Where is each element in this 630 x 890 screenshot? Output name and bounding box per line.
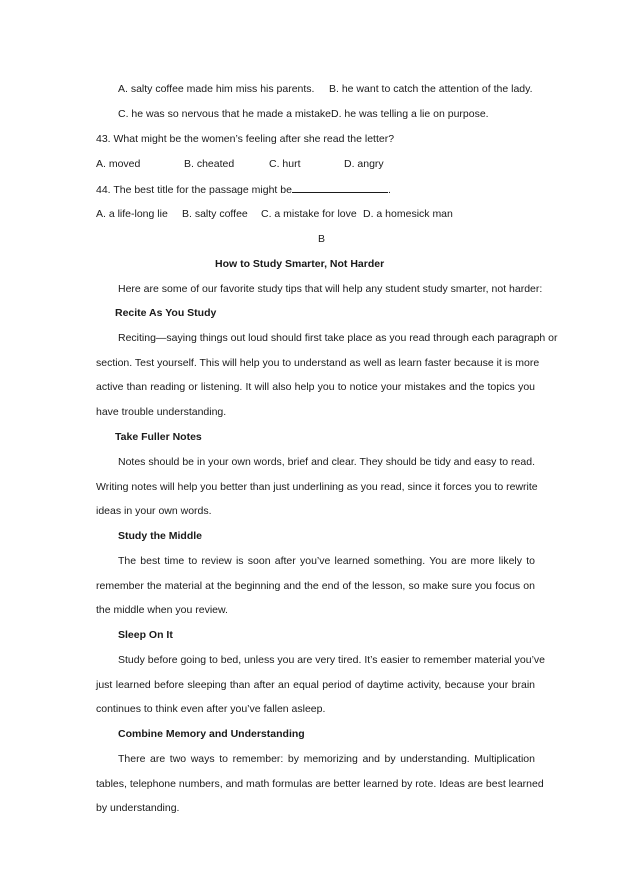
q44-end: . [387, 184, 391, 196]
section-heading-memory: Combine Memory and Understanding [118, 728, 305, 740]
paragraph-line: section. Test yourself. This will help you to understand as well as learn faster because it is more [96, 357, 540, 369]
paragraph-line: ideas in your own words. [96, 505, 212, 517]
q44-option-b: B. salty coffee [182, 208, 248, 220]
paragraph-line: Reciting—saying things out loud should first take place as you read through each paragraph or [118, 332, 558, 344]
passage-intro: Here are some of our favorite study tips that will help any student study smarter, not harder: [118, 283, 543, 295]
q44-question-line [96, 182, 391, 197]
paragraph-line: active than reading or listening. It will also help you to notice your mistakes and the topics you [96, 381, 535, 393]
q44-option-c: C. a mistake for love [261, 208, 357, 220]
paragraph-line: Writing notes will help you better than just underlining as you read, since it forces you to rewrite [96, 481, 538, 493]
paragraph-line: have trouble understanding. [96, 406, 227, 418]
q42-option-d: D. he was telling a lie on purpose. [331, 108, 489, 120]
q42-option-c: C. he was so nervous that he made a mistake [118, 108, 332, 120]
paragraph-line: The best time to review is soon after you’ve learned something. You are more likely to [118, 555, 535, 567]
q44-option-a: A. a life-long lie [96, 208, 168, 220]
paragraph-line: There are two ways to remember: by memorizing and by understanding. Multiplication [118, 753, 535, 765]
paragraph-line: continues to think even after you’ve fallen asleep. [96, 703, 326, 715]
section-label: B [318, 233, 326, 245]
answer-blank [292, 182, 388, 193]
q43-option-a: A. moved [96, 158, 141, 170]
paragraph-line: the middle when you review. [96, 604, 228, 616]
paragraph-line: remember the material at the beginning and the end of the lesson, so make sure you focus on [96, 580, 535, 592]
paragraph-line: Study before going to bed, unless you are very tired. It’s easier to remember material you’ve [118, 654, 546, 666]
paragraph-line: just learned before sleeping than after an equal period of daytime activity, because your brain [96, 679, 535, 691]
section-heading-middle: Study the Middle [118, 530, 202, 542]
passage-title: How to Study Smarter, Not Harder [215, 258, 385, 270]
q43-option-d: D. angry [344, 158, 384, 170]
q42-option-a: A. salty coffee made him miss his parents. [118, 83, 315, 95]
q44-option-d: D. a homesick man [363, 208, 453, 220]
q43-option-c: C. hurt [269, 158, 301, 170]
section-heading-recite: Recite As You Study [115, 307, 217, 319]
q42-option-b: B. he want to catch the attention of the lady. [329, 83, 533, 95]
q43-option-b: B. cheated [184, 158, 235, 170]
section-heading-notes: Take Fuller Notes [115, 431, 202, 443]
q43-question: 43. What might be the women’s feeling after she read the letter? [96, 133, 395, 145]
section-heading-sleep: Sleep On It [118, 629, 173, 641]
paragraph-line: Notes should be in your own words, brief and clear. They should be tidy and easy to read. [118, 456, 535, 468]
q44-question: 44. The best title for the passage might be [96, 184, 292, 196]
paragraph-line: tables, telephone numbers, and math formulas are better learned by rote. Ideas are best learned [96, 778, 544, 790]
paragraph-line: by understanding. [96, 802, 180, 814]
